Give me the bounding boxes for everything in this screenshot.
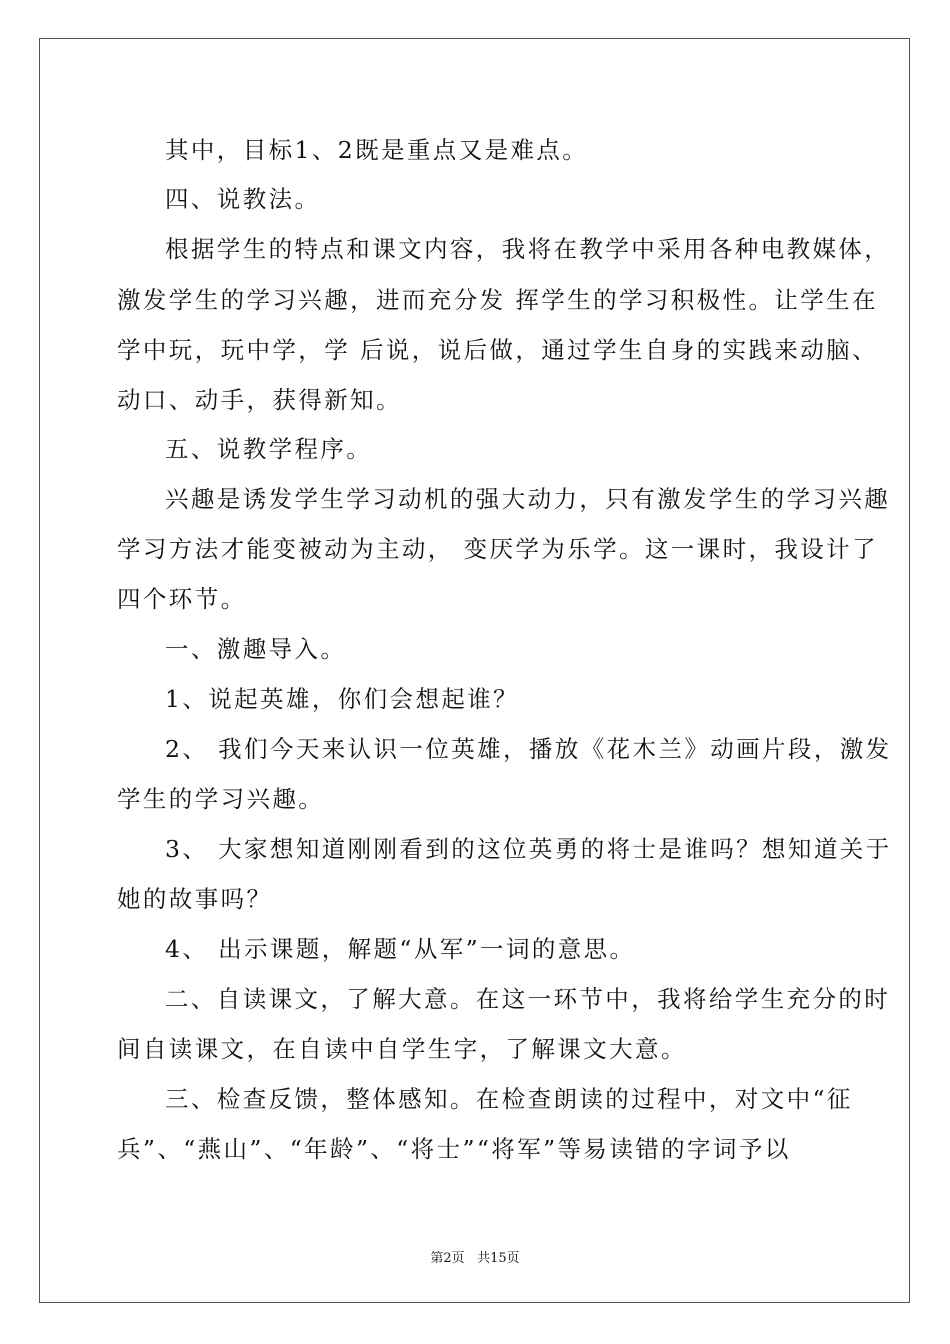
paragraph-line: 三、检查反馈，整体感知。在检查朗读的过程中，对文中“征 <box>165 1085 853 1113</box>
list-item: 4、 出示课题，解题“从军”一词的意思。 <box>165 935 636 963</box>
list-item: 2、 我们今天来认识一位英雄，播放《花木兰》动画片段，激发 <box>165 735 892 763</box>
paragraph-line: 她的故事吗？ <box>117 885 273 913</box>
paragraph-line: 学生的学习兴趣。 <box>117 785 325 813</box>
list-item: 3、 大家想知道刚刚看到的这位英勇的将士是谁吗？想知道关于 <box>165 835 892 863</box>
section-heading: 五、说教学程序。 <box>165 435 373 463</box>
paragraph-line: 激发学生的学习兴趣，进而充分发 挥学生的学习积极性。让学生在 <box>117 286 878 314</box>
paragraph-line: 其中，目标1、2既是重点又是难点。 <box>165 136 589 164</box>
paragraph-line: 学中玩，玩中学，学 后说，说后做，通过学生自身的实践来动脑、 <box>117 336 878 364</box>
paragraph-line: 根据学生的特点和课文内容，我将在教学中采用各种电教媒体， <box>165 235 891 263</box>
paragraph-line: 学习方法才能变被动为主动， 变厌学为乐学。这一课时，我设计了 <box>117 535 878 563</box>
page-number: 第2页 <box>430 1251 465 1266</box>
section-heading: 一、激趣导入。 <box>165 635 347 663</box>
paragraph-line: 间自读课文，在自读中自学生字，了解课文大意。 <box>117 1035 687 1063</box>
section-heading: 四、说教法。 <box>165 185 321 213</box>
paragraph-line: 二、自读课文，了解大意。在这一环节中，我将给学生充分的时 <box>165 985 891 1013</box>
page-total: 共15页 <box>477 1251 520 1266</box>
paragraph-line: 动口、动手，获得新知。 <box>117 386 402 414</box>
paragraph-line: 兵”、“燕山”、“年龄”、“将士”“将军”等易读错的字词予以 <box>117 1135 791 1163</box>
list-item: 1、说起英雄，你们会想起谁？ <box>165 685 520 713</box>
paragraph-line: 兴趣是诱发学生学习动机的强大动力，只有激发学生的学习兴趣 <box>165 485 891 513</box>
page-border <box>39 38 910 1303</box>
page-footer <box>0 1247 950 1266</box>
paragraph-line: 四个环节。 <box>117 585 247 613</box>
